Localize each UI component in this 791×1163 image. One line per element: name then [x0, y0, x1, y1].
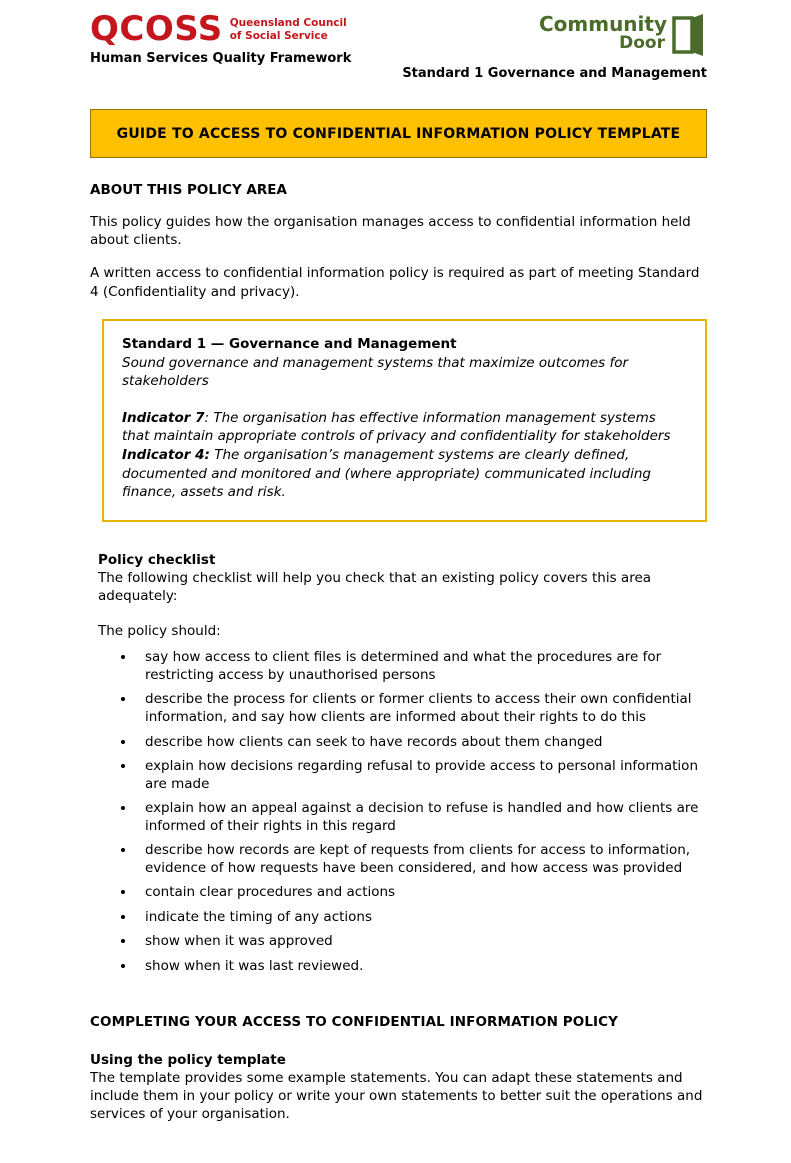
community-door-text: [539, 14, 667, 53]
standard-info-box: [102, 319, 707, 522]
community-door-line1: Community: [538, 12, 667, 36]
standard-title: Standard 1 Governance and Management: [402, 66, 707, 81]
indicator-7-label: Indicator 7: [122, 409, 205, 426]
qcoss-tagline: [230, 12, 347, 42]
about-paragraph-2: A written access to confidential information policy is required as part of meeting Standard 4 (Confidentiality and privacy).: [90, 265, 700, 300]
standard-box-title: Standard 1 — Governance and Management: [122, 335, 457, 352]
community-door-block: [402, 12, 707, 81]
checklist-item: • explain how an appeal against a decision to refuse is handled and how clients are informed of their rights in this regard: [136, 800, 707, 835]
framework-title: Human Services Quality Framework: [90, 51, 352, 66]
indicator-4-label: Indicator 4:: [122, 447, 210, 463]
checklist-item: • describe how records are kept of requests from clients for access to information, evidence of how requests have been considered, and how access was provided: [136, 842, 707, 877]
completing-heading: COMPLETING YOUR ACCESS TO CONFIDENTIAL INFORMATION POLICY: [90, 1013, 619, 1030]
checklist-item: • show when it was approved: [136, 933, 707, 951]
checklist-item: • explain how decisions regarding refusal to provide access to personal information are made: [136, 758, 707, 793]
checklist-items: [136, 649, 707, 975]
qcoss-logo-text: QCOSS: [90, 9, 223, 49]
community-door-line2: Door: [619, 33, 665, 53]
checklist-intro: The following checklist will help you check that an existing policy covers this area adequately:: [98, 569, 652, 605]
qcoss-tagline-line2: of Social Service: [229, 29, 328, 42]
indicator-7: [122, 409, 687, 446]
using-template-subheading: Using the policy template: [90, 1051, 286, 1068]
policy-checklist-section: [98, 552, 707, 976]
guide-title-banner: GUIDE TO ACCESS TO CONFIDENTIAL INFORMATION POLICY TEMPLATE: [90, 109, 707, 158]
checklist-lead: The policy should:: [98, 623, 221, 640]
checklist-item: • say how access to client files is determined and what the procedures are for restricting access by unauthorised persons: [136, 649, 707, 684]
using-template-paragraph: The template provides some example statements. You can adapt these statements and include them in your policy or write your own statements to better suit the operations and services of your organisation.: [90, 1069, 703, 1122]
qcoss-logo-block: [90, 9, 352, 66]
checklist-item: • contain clear procedures and actions: [136, 884, 707, 902]
indicator-4-text: The organisation’s management systems are clearly defined, documented and monitored and (where appropriate) communicated including finance, assets and risk.: [122, 447, 651, 501]
qcoss-logo: [90, 9, 351, 49]
checklist-item: • describe how clients can seek to have records about them changed: [136, 734, 707, 752]
qcoss-tagline-line1: Queensland Council: [229, 17, 347, 29]
door-icon: [669, 12, 707, 56]
about-heading: ABOUT THIS POLICY AREA: [90, 182, 287, 198]
checklist-item: • indicate the timing of any actions: [136, 909, 707, 927]
indicator-7-text: : The organisation has effective information management systems that maintain appropriate controls of privacy and confidentiality for stakeholders: [122, 409, 671, 445]
community-door-logo: [402, 14, 707, 56]
checklist-item: • show when it was last reviewed.: [136, 958, 707, 976]
standard-box-subtitle: Sound governance and management systems that maximize outcomes for stakeholders: [122, 354, 629, 390]
page-header: [90, 9, 707, 81]
checklist-item: • describe the process for clients or former clients to access their own confidential information, and say how clients are informed about their rights to do this: [136, 691, 707, 726]
about-paragraph-1: This policy guides how the organisation manages access to confidential information held about clients.: [90, 214, 691, 249]
indicator-4: [122, 446, 687, 502]
checklist-heading: Policy checklist: [98, 551, 216, 568]
